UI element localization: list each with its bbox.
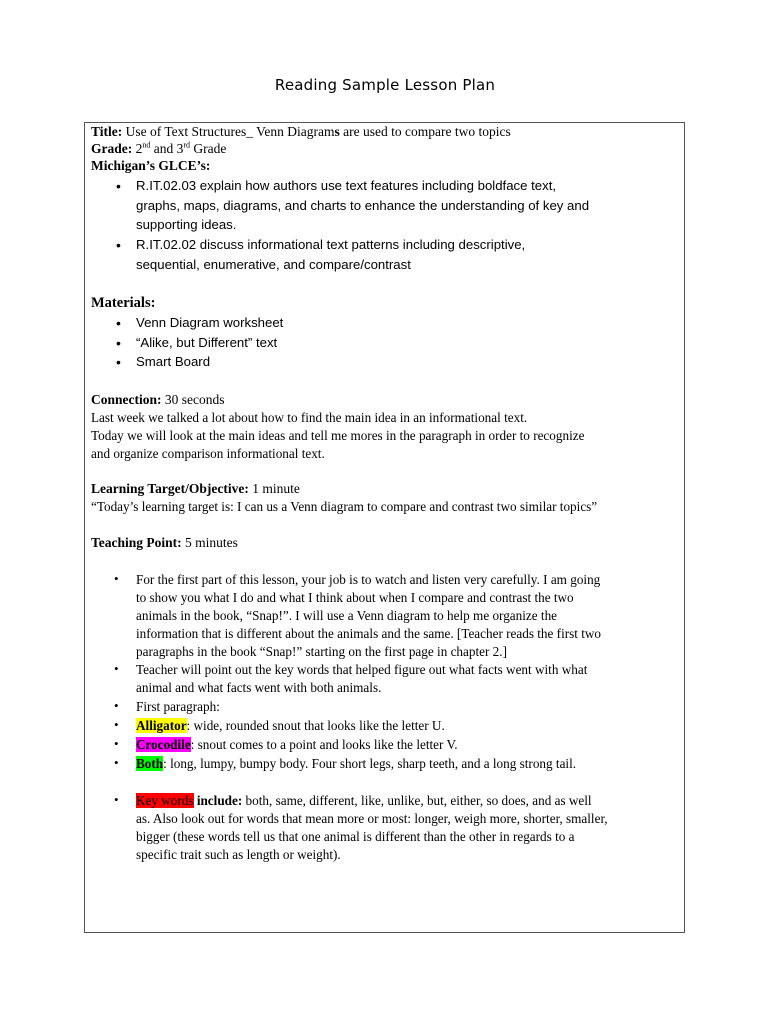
teaching-point-label: Teaching Point:: [91, 535, 182, 550]
both-text: : long, lumpy, bumpy body. Four short legs, sharp teeth, and a long strong tail.: [163, 756, 577, 771]
grade-sup-2: rd: [183, 140, 191, 150]
teaching-point-time: 5 minutes: [181, 535, 238, 550]
connection-line-2: Today we will look at the main ideas and tell me mores in the paragraph in order to recognize: [91, 428, 585, 443]
glce-label: Michigan’s GLCE’s:: [91, 158, 211, 173]
crocodile-highlight: Crocodile: [136, 737, 191, 752]
crocodile-text: : snout comes to a point and looks like the letter V.: [190, 737, 458, 752]
materials-item-2: “Alike, but Different” text: [136, 335, 278, 350]
title-text-bold: s: [334, 124, 340, 139]
teaching-p1-line-4: information that is different about the animals and the same. [Teacher reads the first two: [136, 626, 601, 641]
keywords-include: include:: [193, 793, 243, 808]
bullet-icon: •: [116, 178, 121, 194]
title-label: Title:: [91, 124, 123, 139]
connection-time: 30 seconds: [161, 392, 225, 407]
both-highlight: Both: [136, 756, 164, 771]
teaching-p2-line-1: Teacher will point out the key words that helped figure out what facts went with what: [136, 662, 588, 677]
grade-end: Grade: [190, 141, 227, 156]
materials-item-1: Venn Diagram worksheet: [136, 315, 284, 330]
glce-item-1-line-3: supporting ideas.: [136, 217, 237, 232]
document-title: Reading Sample Lesson Plan: [274, 76, 496, 94]
keywords-text: both, same, different, like, unlike, but, either, so does, and as well: [242, 793, 592, 808]
bullet-icon: •: [114, 571, 119, 586]
teaching-p1-line-2: to show you what I do and what I think about when I compare and contrast the two: [136, 590, 574, 605]
glce-item-2-line-1: R.IT.02.02 discuss informational text patterns including descriptive,: [136, 237, 526, 252]
bullet-icon: •: [114, 698, 119, 713]
teaching-p2-line-2: animal and what facts went with both animals.: [136, 680, 382, 695]
title-text-end: are used to compare two topics: [339, 124, 511, 139]
connection-line-3: and organize comparison informational text.: [91, 446, 325, 461]
learning-target-heading: [91, 481, 300, 497]
bullet-icon: •: [114, 755, 119, 770]
connection-heading: [91, 392, 225, 408]
glce-item-1-line-1: R.IT.02.03 explain how authors use text features including boldface text,: [136, 178, 557, 193]
keywords-line-1: [136, 793, 592, 809]
teaching-point-heading: [91, 535, 238, 551]
teaching-p1-line-3: animals in the book, “Snap!”. I will use a Venn diagram to help me organize the: [136, 608, 558, 623]
bullet-icon: •: [114, 792, 119, 807]
materials-label: Materials:: [91, 295, 156, 311]
keywords-highlight: Key words: [136, 793, 194, 808]
grade-value: 2: [132, 141, 143, 156]
teaching-p1-line-5: paragraphs in the book “Snap!” starting on the first page in chapter 2.]: [136, 644, 507, 659]
title-line: [91, 124, 511, 140]
bullet-icon: •: [116, 335, 121, 351]
crocodile-line: [136, 737, 458, 753]
teaching-p1-line-1: For the first part of this lesson, your job is to watch and listen very carefully. I am going: [136, 572, 601, 587]
glce-item-2-line-2: sequential, enumerative, and compare/contrast: [136, 257, 411, 272]
bullet-icon: •: [114, 717, 119, 732]
connection-line-1: Last week we talked a lot about how to find the main idea in an informational text.: [91, 410, 528, 425]
keywords-line-4: specific trait such as length or weight).: [136, 847, 341, 862]
title-text: Use of Text Structures_ Venn Diagram: [122, 124, 335, 139]
alligator-text: : wide, rounded snout that looks like the letter U.: [186, 718, 445, 733]
materials-item-3: Smart Board: [136, 354, 211, 369]
learning-target-time: 1 minute: [248, 481, 300, 496]
alligator-highlight: Alligator: [136, 718, 187, 733]
both-line: [136, 756, 576, 772]
bullet-icon: •: [116, 354, 121, 370]
grade-sup-1: nd: [142, 140, 151, 150]
grade-label: Grade:: [91, 141, 133, 156]
learning-target-text: “Today’s learning target is: I can us a Venn diagram to compare and contrast two similar topics”: [91, 499, 598, 514]
keywords-line-3: bigger (these words tell us that one animal is different than the other in regards to a: [136, 829, 575, 844]
learning-target-label: Learning Target/Objective:: [91, 481, 249, 496]
grade-line: [91, 141, 226, 157]
bullet-icon: •: [114, 661, 119, 676]
bullet-icon: •: [116, 315, 121, 331]
connection-label: Connection:: [91, 392, 162, 407]
glce-item-1-line-2: graphs, maps, diagrams, and charts to enhance the understanding of key and: [136, 198, 590, 213]
first-paragraph-label: First paragraph:: [136, 699, 220, 714]
keywords-line-2: as. Also look out for words that mean more or most: longer, weigh more, shorter, smaller,: [136, 811, 608, 826]
bullet-icon: •: [116, 237, 121, 253]
bullet-icon: •: [114, 736, 119, 751]
alligator-line: [136, 718, 445, 734]
grade-mid: and 3: [150, 141, 184, 156]
